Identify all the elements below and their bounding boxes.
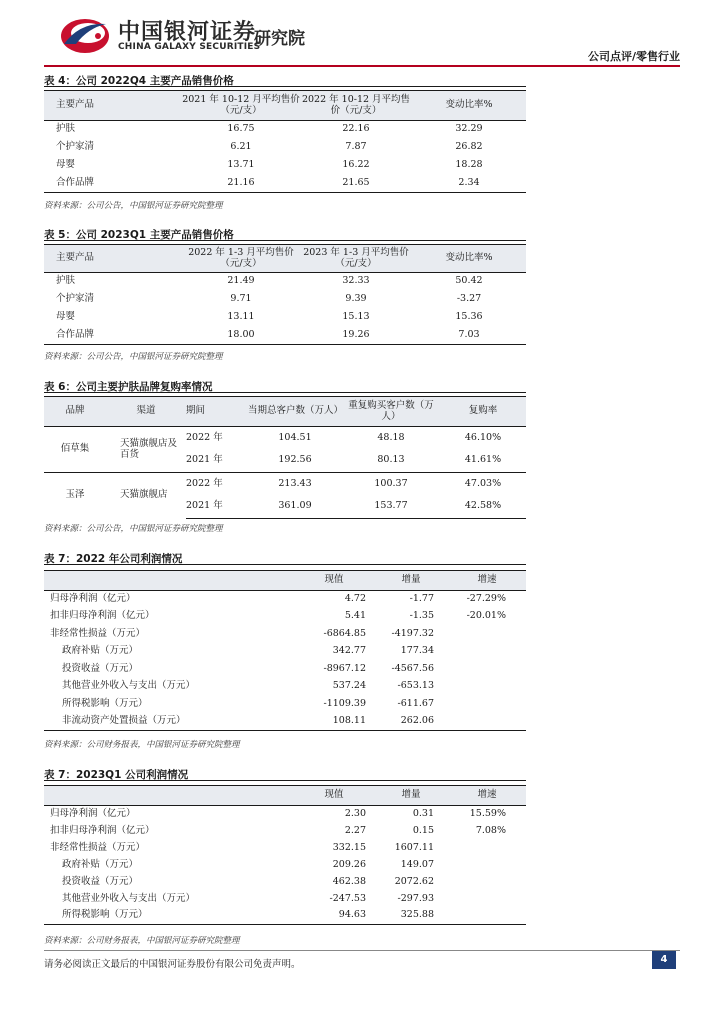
table-cell: -297.93	[397, 892, 434, 904]
table-header-cell: 重复购买客户数（万人）	[342, 397, 440, 427]
table-cell	[448, 874, 526, 891]
table-header-cell: 主要产品	[44, 91, 182, 121]
table-header-cell: 期间	[186, 397, 248, 427]
brand-cell: 佰草集	[60, 443, 90, 455]
table-cell: 母婴	[56, 311, 76, 323]
table-header-cell: 现值	[294, 571, 374, 591]
institute-label: 研究院	[254, 29, 305, 49]
footer-disclaimer: 请务必阅读正文最后的中国银河证券股份有限公司免责声明。	[44, 959, 301, 970]
table-7b-title: 表 7：2023Q1 公司利润情况	[44, 769, 189, 781]
table-cell: 2021 年	[186, 496, 248, 519]
table-6-title-rule	[44, 392, 526, 393]
table-cell	[448, 661, 526, 679]
table-row	[44, 591, 526, 609]
table-cell: -1.77	[409, 593, 434, 605]
footer-divider	[44, 950, 680, 951]
table-cell: 262.06	[374, 713, 448, 731]
table-row	[44, 273, 526, 291]
table-cell: 15.13	[342, 311, 370, 323]
table-header-cell	[44, 571, 294, 591]
table-cell: -27.29%	[466, 593, 506, 605]
table-cell: 332.15	[332, 841, 366, 853]
table-cell: 19.26	[300, 327, 412, 345]
table-cell: 100.37	[374, 477, 408, 489]
table-header-cell: 2022 年 10-12 月平均售价（元/支）	[300, 91, 412, 121]
table-cell: 2021 年	[186, 454, 223, 466]
table-cell: 非流动资产处置损益（万元）	[44, 713, 294, 731]
table-header-cell: 变动比率%	[412, 91, 526, 121]
table-cell: 21.65	[300, 175, 412, 193]
table-cell: 非经常性损益（万元）	[50, 627, 146, 639]
table-cell: 48.18	[377, 431, 405, 443]
table-header-cell: 2023 年 1-3 月平均售价（元/支）	[300, 245, 412, 273]
table-cell: 7.87	[345, 141, 367, 153]
table-cell: 0.15	[412, 824, 434, 836]
table-header-cell: 当期总客户数（万人）	[248, 397, 342, 427]
table-cell: 2.27	[344, 824, 366, 836]
table-cell: 18.00	[182, 327, 300, 345]
table-cell: 104.51	[278, 431, 312, 443]
table-header-cell: 增量	[374, 571, 448, 591]
table-cell: 15.36	[455, 311, 483, 323]
table-cell: 护肤	[56, 275, 76, 287]
table-cell: 7.03	[412, 327, 526, 345]
table-row	[44, 626, 526, 644]
table-cell: 50.42	[455, 275, 483, 287]
table-5	[44, 244, 526, 345]
table-cell: 192.56	[278, 454, 312, 466]
table-row	[44, 608, 526, 626]
table-header-cell	[44, 786, 294, 806]
table-header-cell: 增量	[374, 786, 448, 806]
table-cell: 护肤	[56, 123, 76, 135]
table-row	[44, 139, 526, 157]
table-row	[44, 908, 526, 925]
table-4-source: 资料来源：公司公告，中国银河证券研究院整理	[44, 201, 223, 211]
table-cell: 41.61%	[464, 454, 502, 466]
table-cell: 所得税影响（万元）	[62, 697, 148, 709]
table-cell: 9.71	[230, 293, 252, 305]
table-5-title: 表 5：公司 2023Q1 主要产品销售价格	[44, 229, 234, 241]
table-cell: 153.77	[342, 496, 440, 519]
table-cell: 80.13	[377, 454, 405, 466]
table-7b	[44, 785, 526, 925]
table-cell: 21.16	[182, 175, 300, 193]
table-cell: 2022 年	[186, 477, 223, 489]
table-7a-title-rule	[44, 564, 526, 565]
table-row	[44, 121, 526, 139]
table-cell: -8967.12	[323, 662, 366, 674]
galaxy-logo-icon	[58, 14, 110, 56]
page-header	[0, 0, 724, 68]
table-cell: 213.43	[278, 477, 312, 489]
table-cell: 非经常性损益（万元）	[50, 841, 146, 853]
table-cell: 政府补贴（万元）	[62, 858, 139, 870]
table-cell: -4197.32	[391, 627, 434, 639]
table-header-cell: 主要产品	[44, 245, 182, 273]
table-7a-title: 表 7：2022 年公司利润情况	[44, 553, 183, 565]
table-cell: 归母净利润（亿元）	[50, 807, 136, 819]
table-row	[44, 806, 526, 823]
table-4	[44, 90, 526, 193]
table-cell: 2022 年	[186, 431, 223, 443]
table-cell: 32.33	[342, 275, 370, 287]
table-cell: 投资收益（万元）	[62, 875, 139, 887]
table-cell: 108.11	[294, 713, 374, 731]
table-cell: 扣非归母净利润（亿元）	[50, 610, 155, 622]
table-cell: 归母净利润（亿元）	[50, 593, 136, 605]
table-7b-title-rule	[44, 780, 526, 781]
table-cell: 22.16	[342, 123, 370, 135]
page-number: 4	[652, 951, 676, 969]
table-cell: -20.01%	[466, 610, 506, 622]
table-cell: 1607.11	[394, 841, 434, 853]
table-cell: 16.75	[227, 123, 255, 135]
table-cell: 177.34	[400, 645, 434, 657]
brand-cell: 玉泽	[65, 489, 85, 501]
table-header-cell: 现值	[294, 786, 374, 806]
table-cell: 个护家清	[56, 293, 95, 305]
table-cell: 94.63	[294, 908, 374, 925]
table-5-source: 资料来源：公司公告，中国银河证券研究院整理	[44, 352, 223, 362]
table-cell	[448, 840, 526, 857]
table-row	[44, 823, 526, 840]
table-cell: 16.22	[342, 159, 370, 171]
table-cell: 537.24	[332, 680, 366, 692]
table-row	[44, 157, 526, 175]
table-6	[44, 396, 526, 519]
table-cell: 32.29	[455, 123, 483, 135]
table-cell: 2072.62	[394, 875, 434, 887]
table-cell: 0.31	[412, 807, 434, 819]
channel-cell: 天猫旗舰店	[120, 489, 168, 501]
table-header-cell: 复购率	[440, 397, 526, 427]
table-cell: 5.41	[344, 610, 366, 622]
table-cell: 合作品牌	[44, 175, 182, 193]
table-4-title-rule	[44, 86, 526, 87]
table-header-cell: 渠道	[106, 397, 186, 427]
table-row	[44, 327, 526, 345]
table-row	[44, 309, 526, 327]
table-header-cell: 2021 年 10-12 月平均售价（元/支）	[182, 91, 300, 121]
table-6-title: 表 6：公司主要护肤品牌复购率情况	[44, 381, 213, 393]
table-cell: 42.58%	[440, 496, 526, 519]
table-header-cell: 变动比率%	[412, 245, 526, 273]
table-6-source: 资料来源：公司公告，中国银河证券研究院整理	[44, 524, 223, 534]
table-row	[44, 291, 526, 309]
table-cell: -4567.56	[391, 662, 434, 674]
table-cell: 46.10%	[464, 431, 502, 443]
table-header-cell: 增速	[448, 786, 526, 806]
table-cell: 342.77	[332, 645, 366, 657]
table-cell: 所得税影响（万元）	[44, 908, 294, 925]
table-cell: 15.59%	[469, 807, 506, 819]
table-row	[44, 473, 526, 496]
table-cell	[448, 626, 526, 644]
table-cell: 18.28	[455, 159, 483, 171]
table-row	[44, 427, 526, 450]
table-cell: 政府补贴（万元）	[62, 645, 139, 657]
table-cell	[448, 891, 526, 908]
table-cell	[448, 696, 526, 714]
header-divider	[44, 65, 680, 67]
table-cell: 13.71	[227, 159, 255, 171]
table-cell: 149.07	[400, 858, 434, 870]
table-cell: 47.03%	[464, 477, 502, 489]
report-section-tag: 公司点评/零售行业	[587, 50, 680, 63]
channel-cell: 天猫旗舰店及百货	[120, 437, 178, 460]
table-header-cell: 品牌	[44, 397, 106, 427]
table-row	[44, 874, 526, 891]
table-cell: -1.35	[409, 610, 434, 622]
table-row	[44, 840, 526, 857]
table-cell: 母婴	[56, 159, 76, 171]
table-cell: -6864.85	[323, 627, 366, 639]
table-cell: -1109.39	[323, 697, 366, 709]
table-cell: -247.53	[329, 892, 366, 904]
table-cell: 21.49	[227, 275, 255, 287]
table-header-cell: 增速	[448, 571, 526, 591]
table-cell: 合作品牌	[44, 327, 182, 345]
table-cell: 209.26	[332, 858, 366, 870]
table-5-title-rule	[44, 240, 526, 241]
table-cell: 462.38	[332, 875, 366, 887]
table-cell	[448, 678, 526, 696]
table-cell: 投资收益（万元）	[62, 662, 139, 674]
table-cell: 26.82	[455, 141, 483, 153]
table-cell	[448, 908, 526, 925]
table-row	[44, 696, 526, 714]
table-7b-source: 资料来源：公司财务报表，中国银河证券研究院整理	[44, 936, 240, 946]
table-cell: 6.21	[230, 141, 252, 153]
table-header-cell: 2022 年 1-3 月平均售价（元/支）	[182, 245, 300, 273]
table-cell: 325.88	[374, 908, 448, 925]
table-cell: 2.34	[412, 175, 526, 193]
table-cell: -611.67	[397, 697, 434, 709]
table-cell: -653.13	[397, 680, 434, 692]
table-cell: -3.27	[456, 293, 482, 305]
table-cell: 个护家清	[56, 141, 95, 153]
table-4-title: 表 4：公司 2022Q4 主要产品销售价格	[44, 75, 234, 87]
table-cell: 7.08%	[475, 824, 506, 836]
table-7a-source: 资料来源：公司财务报表，中国银河证券研究院整理	[44, 740, 240, 750]
table-cell	[448, 857, 526, 874]
table-row	[44, 175, 526, 193]
table-row	[44, 643, 526, 661]
table-7a	[44, 570, 526, 731]
table-cell: 361.09	[248, 496, 342, 519]
table-cell: 其他营业外收入与支出（万元）	[62, 892, 196, 904]
table-row	[44, 713, 526, 731]
table-cell: 2.30	[344, 807, 366, 819]
table-cell	[448, 713, 526, 731]
table-cell	[448, 643, 526, 661]
table-cell: 9.39	[345, 293, 367, 305]
table-row	[44, 857, 526, 874]
logo-chinese-name: 中国银河证券	[118, 20, 257, 45]
table-row	[44, 661, 526, 679]
table-row	[44, 678, 526, 696]
table-cell: 13.11	[227, 311, 255, 323]
table-row	[44, 891, 526, 908]
table-cell: 扣非归母净利润（亿元）	[50, 824, 155, 836]
logo-english-name: CHINA GALAXY SECURITIES	[118, 42, 261, 52]
table-cell: 4.72	[344, 593, 366, 605]
table-cell: 其他营业外收入与支出（万元）	[62, 680, 196, 692]
